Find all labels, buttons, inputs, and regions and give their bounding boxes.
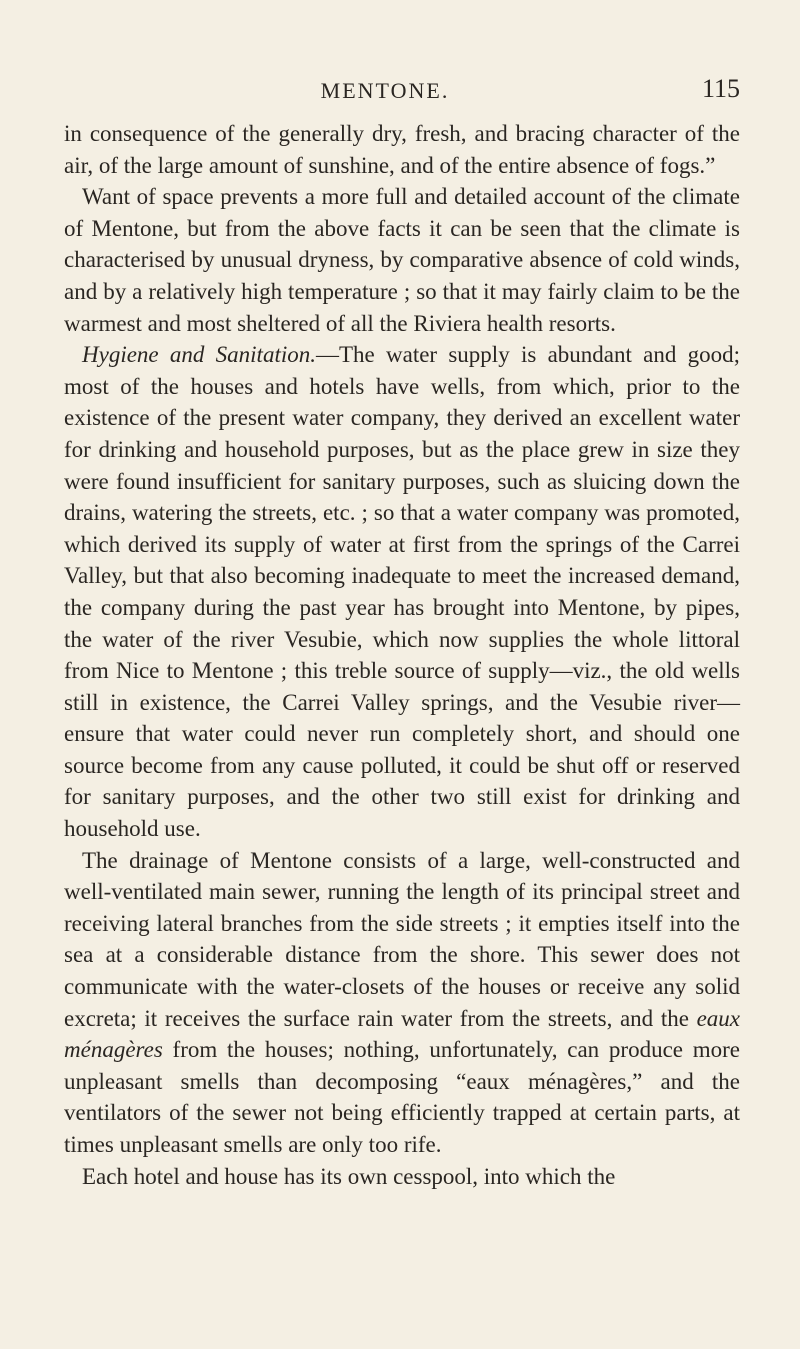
italic-term: eaux ménagères <box>64 1005 740 1063</box>
section-heading: Hygiene and Sanitation. <box>82 342 316 368</box>
running-title: MENTONE. <box>320 78 450 103</box>
running-head <box>0 74 800 114</box>
paragraph-hygiene <box>64 339 740 845</box>
paragraph-continuation: in consequence of the generally dry, fresh, and bracing character of the air, of the large amount of sunshine, and of the entire absence of fogs.” <box>64 121 740 178</box>
paragraph-climate: Want of space prevents a more full and detailed account of the climate of Mentone, but from the above facts it can be seen that the climate is characterised by unusual dryness, by comparative absence of cold winds, and by a relatively high temperature ; so that it may fairly claim to be the warmest and most sheltered of all the Riviera health resorts. <box>64 184 740 336</box>
paragraph-drainage <box>64 845 740 1161</box>
paragraph-cesspool: Each hotel and house has its own cesspool, into which the <box>82 1163 616 1189</box>
paragraph-drainage-text-b: from the houses; nothing, unfortunately, can produce more unpleasant smells than decomposing “eaux ménagères,” and the ventilators of the sewer not being efficiently trapped at certain parts, at times unpleasant smells are only too rife. <box>64 1037 740 1157</box>
paragraph-drainage-text-a: The drainage of Mentone consists of a large, well-constructed and well-ventilated main sewer, running the length of its principal street and receiving lateral branches from the side streets ; it empties itself into the sea at a considerable distance from the shore. This sewer does not communicate with the water-closets of the houses or receive any solid excreta; it receives the surface rain water from the streets, and the <box>64 847 740 1031</box>
paragraph-hygiene-text: —The water supply is abundant and good; most of the houses and hotels have wells, from which, prior to the existence of the present water company, they derived an excellent water for drinking and household purposes, but as the place grew in size they were found insufficient for sanitary purposes, such as sluicing down the drains, watering the streets, etc. ; so that a water company was promoted, which derived its supply of water at first from the springs of the Carrei Valley, but that also becoming inadequate to meet the increased demand, the company during the past year has brought into Mentone, by pipes, the water of the river Vesubie, which now supplies the whole littoral from Nice to Mentone ; this treble source of supply—viz., the old wells still in existence, the Carrei Valley springs, and the Vesubie river—ensure that water could never run completely short, and should one source become from any cause polluted, it could be shut off or reserved for sanitary purposes, and the other two still exist for drinking and household use. <box>64 342 741 842</box>
body-text <box>64 118 740 1192</box>
page-number: 115 <box>701 74 740 103</box>
